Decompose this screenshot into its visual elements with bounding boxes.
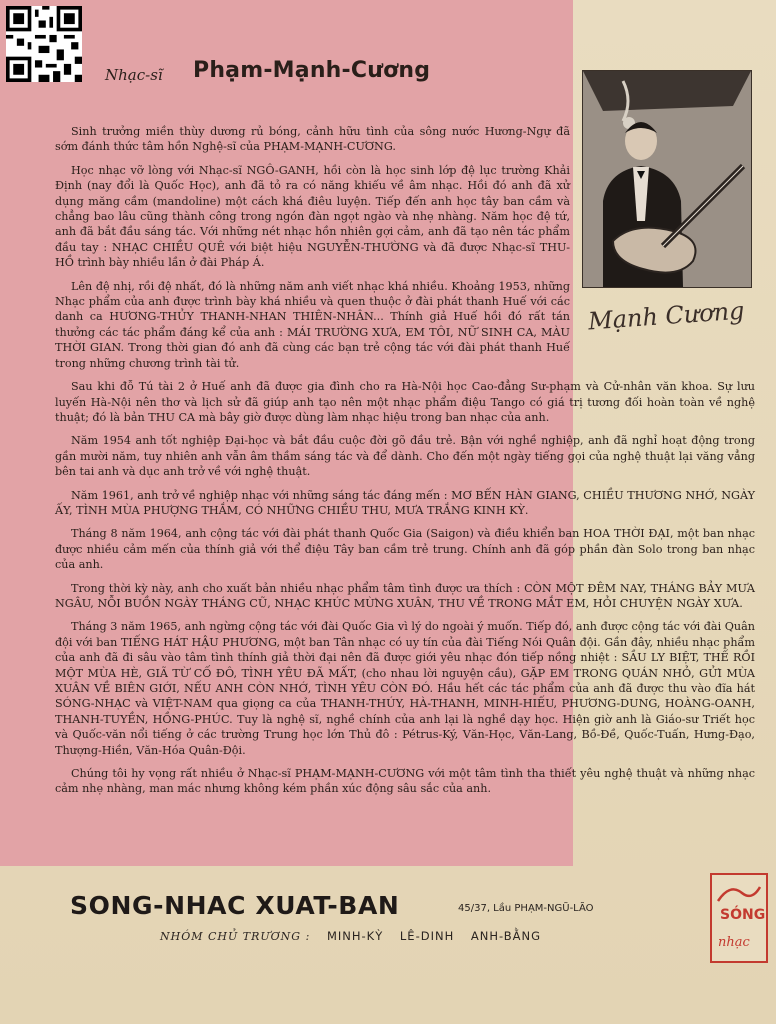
- paragraph: Sau khi đỗ Tú tài 2 ở Huế anh đã được gia đình cho ra Hà-Nội học Cao-đẳng Sư-phạm và Cử-nhân văn khoa. Sự lưu luyến Hà-Nội nên thơ và lịch sử đã giúp anh tạo nên một nhạc phẩm điệu Tango có giá trị tương đối hoàn toàn về nghệ thuật; đó là bản THU CA mà bây giờ được dùng làm nhạc hiệu trong ban nhạc của anh.: [55, 380, 755, 424]
- paragraph: Năm 1954 anh tốt nghiệp Đại-học và bắt đầu cuộc đời gõ đầu trẻ. Bận với nghề nghiệp, anh đã nghỉ hoạt động trong gần mười năm, tuy nhiên anh vẫn âm thầm sáng tác và để dành. Cho đến một ngày tiếng gọi của nghệ thuật lại văng vẳng bên tai anh và dục anh trở về với nghệ thuật.: [55, 434, 755, 479]
- paragraph: Chúng tôi hy vọng rất nhiều ở Nhạc-sĩ PHẠM-MẠNH-CƯƠNG với một tâm tình tha thiết yêu nghệ thuật và những nhạc cảm nhẹ nhàng, man mác nhưng không kém phần xúc động sâu sắc của anh.: [55, 767, 755, 796]
- qr-code-graphic: [6, 6, 82, 82]
- song-nhac-logo: [710, 873, 768, 963]
- paragraph: Sinh trưởng miền thùy dương rủ bóng, cảnh hữu tình của sông nước Hương-Ngự đã sớm đánh thức tâm hồn Nghệ-sĩ của PHẠM-MẠNH-CƯƠNG.: [55, 125, 570, 154]
- paragraph: Tháng 3 năm 1965, anh ngừng cộng tác với đài Quốc Gia vì lý do ngoài ý muốn. Tiếp đó, anh được cộng tác với đài Quân đội với ban TIẾNG HÁT HẬU PHƯƠNG, một ban Tân nhạc có uy tín của đài Tiếng Nói Quân đội. Gần đây, nhiều nhạc phẩm của anh đã đi sâu vào tâm tình thính giả thời đại nên đã được giới yêu nhạc đón tiếp nồng nhiệt : SẦU LY BIỆT, THẾ RỒI MỘT MÙA HÈ, GIÃ TỪ CỐ ĐÔ, TÌNH YÊU ĐÃ MẤT, (cho nhau lời nguyện cầu), GẶP EM TRONG QUÁN NHỎ, GỬI MÙA XUÂN VỀ BIÊN GIỚI, NẾU ANH CÒN NHỚ, TÌNH YÊU CÒN ĐÓ. Hầu hết các tác phẩm của anh đã được thu vào đĩa hát SÓNG-NHẠC và VIỆT-NAM qua giọng ca của THANH-THÚY, HÀ-THANH, MINH-HIẾU, PHƯƠNG-DUNG, HOÀNG-OANH, THANH-TUYỀN, HỒNG-PHÚC. Tuy là nghệ sĩ, nghề chính của anh lại là nghề dạy học. Hiện giờ anh là Giáo-sư Triết học và Quốc-văn nổi tiếng ở các trường Trung học lớn Thủ đô : Pétrus-Ký, Văn-Học, Văn-Lang, Bồ-Đề, Quốc-Tuấn, Hưng-Đạo, Thượng-Hiền, Văn-Hóa Quân-Đội.: [55, 620, 755, 757]
- logo-text-nhac: nhạc: [718, 935, 750, 950]
- title-prefix: Nhạc-sĩ: [105, 66, 163, 84]
- member-name: LÊ-DINH: [399, 929, 455, 943]
- logo-text-song: SÓNG: [720, 907, 766, 923]
- member-name: MINH-KỲ: [326, 929, 384, 943]
- paragraph: Học nhạc vỡ lòng với Nhạc-sĩ NGÔ-GANH, hồi còn là học sinh lớp đệ lục trường Khải Định (nay đổi là Quốc Học), anh đã tỏ ra có năng khiếu về âm nhạc. Hồi đó anh đã xử dụng măng cầm (mandoline) một cách khá điêu luyện. Tiếp đến anh học tây ban cầm và chẳng bao lâu cũng thành công trong ngón đàn ngọt ngào và nhẹ nhàng. Năm học đệ tứ, anh đã bắt đầu sáng tác. Với những nét nhạc hồn nhiên gợi cảm, anh đã tạo nên tác phẩm đầu tay : NHẠC CHIỀU QUÊ với biệt hiệu NGUYỄN-THƯỜNG và đã được Nhạc-sĩ THU-HỒ trình bày nhiều lần ở đài Pháp Á.: [55, 163, 570, 270]
- publisher-group: [160, 929, 553, 943]
- qr-code[interactable]: [6, 6, 82, 82]
- publisher-name: SONG-NHAC XUAT-BAN: [70, 891, 400, 920]
- paragraph: Năm 1961, anh trở về nghiệp nhạc với những sáng tác đáng mến : MƠ BẾN HÀN GIANG, CHIỀU THƯƠNG NHỚ, NGÀY ẤY, TÌNH MÙA PHƯỢNG THẮM, CÓ NHỮNG CHIỀU THU, MƯA TRẮNG KINH KỲ.: [55, 488, 755, 517]
- music-wave-icon: [712, 879, 766, 909]
- page-title: Phạm-Mạnh-Cương: [193, 58, 431, 83]
- paragraph: Lên đệ nhị, rồi đệ nhất, đó là những năm anh viết nhạc khá nhiều. Khoảng 1953, những Nhạc phẩm của anh được trình bày khá nhiều và quen thuộc ở đài phát thanh Huế với các danh ca HƯƠNG-THỦY THANH-NHAN THIÊN-NHÂN... Thính giả Huế hồi đó rất tán thưởng các tác phẩm đáng kể của anh : MÁI TRƯỜNG XƯA, EM TÔI, NỮ SINH CA, MÀU THỜI GIAN. Trong thời gian đó anh đã cùng các bạn trẻ cộng tác với đài phát thanh Huế trong những chương trình tài tử.: [55, 279, 570, 370]
- paragraph: Trong thời kỳ này, anh cho xuất bản nhiều nhạc phẩm tâm tình được ưa thích : CÒN MỘT ĐÊM NAY, THÁNG BẢY MƯA NGÂU, NỖI BUỒN NGÀY THÁNG CŨ, NHẠC KHÚC MỪNG XUÂN, THU VỀ TRONG MẮT EM, HỎI CHUYỆN NGÀY XƯA.: [55, 581, 755, 610]
- publisher-address: 45/37, Lầu PHẠM-NGŨ-LÃO: [458, 903, 594, 914]
- group-label: NHÓM CHỦ TRƯƠNG :: [160, 930, 311, 943]
- biography-text: [55, 124, 755, 805]
- paragraph: Tháng 8 năm 1964, anh cộng tác với đài phát thanh Quốc Gia (Saigon) và điều khiển ban HOA THỜI ĐẠI, một ban nhạc được nhiều cảm mến của thính giả với thể điệu Tây ban cầm trẻ trung. Chính anh đã góp phần đàn Solo trong ban nhạc của anh.: [55, 527, 755, 572]
- member-name: ANH-BẰNG: [470, 929, 542, 943]
- artist-signature: Mạnh Cương: [587, 296, 746, 336]
